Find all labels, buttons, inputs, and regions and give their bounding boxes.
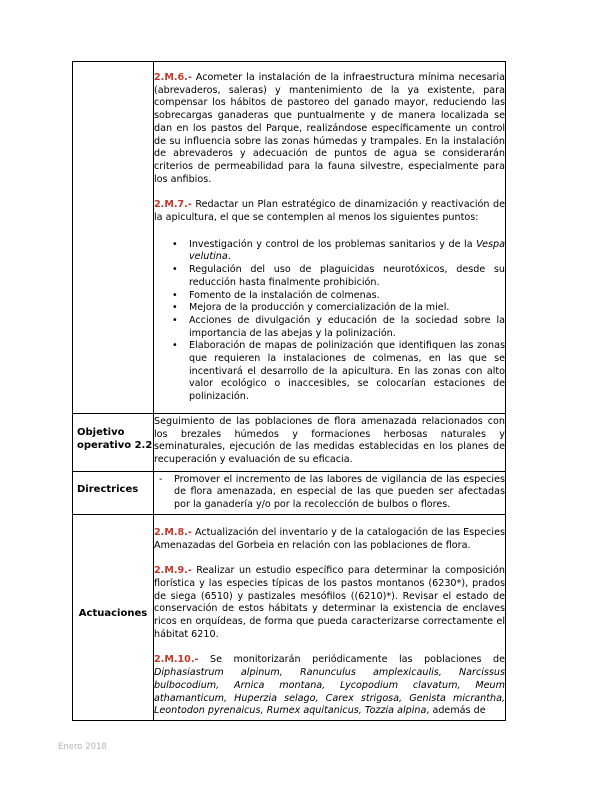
list-item: • Regulación del uso de plaguicidas neurotóxicos, desde su reducción hasta finalmente prohibición. [189,264,505,289]
list-item: • Investigación y control de los problemas sanitarios y de la Vespa velutina. [189,239,505,264]
table-row [73,471,506,514]
management-table [72,61,506,721]
list-item: • Mejora de la producción y comercialización de la miel. [189,302,505,315]
measure-text: Acometer la instalación de la infraestructura mínima necesaria (abrevaderos, saleras) y mantenimiento de la ya existente, para compensar los hábitos de pastoreo del ganado mayor, reduciendo las sobrecargas ganaderas que puntualmente y de manera localizada se dan en los pastos del Parque, realizándose específicamente un control de su influencia sobre las zonas húmedas y trampales. En la instalación de abrevaderos y adecuación de puntos de agua se considerarán criterios de permeabilidad para la fauna silvestre, especialmente para los anfibios. [154,72,505,185]
list-item: - Promover el incremento de las labores de vigilancia de las especies de flora amenazada, en especial de las que pueden ser afectadas por la ganadería y/o por la recolección de bulbos o flores. [174,474,505,512]
table-row [73,62,506,414]
objective-text: Seguimiento de las poblaciones de flora amenazada relacionados con los brezales húmedos y formaciones herbosas naturales y seminaturales, ejecución de las medidas establecidas en los planes de recuperación y evaluación de su eficacia. [154,413,506,471]
guidelines-label: Directrices [73,471,154,514]
measure-2m10: 2.M.10.- Se monitorizarán periódicamente las poblaciones de Diphasiastrum alpinum, Ranunculus amplexicaulis, Narcissus bulbocodium, Arnica montana, Lycopodium clavatum, Meum athamanticum, Huperzia selago, Carex strigosa, Genista micrantha, Leontodon pyrenaicus, Rumex aquitanicus, Tozzia alpina, además de [154,654,505,717]
species-list: Diphasiastrum alpinum, Ranunculus amplexicaulis, Narcissus bulbocodium, Arnica montana, Lycopodium clavatum, Meum athamanticum, Huperzia selago, Carex strigosa, Genista micrantha, Leontodon pyrenaicus, Rumex aquitanicus, Tozzia alpina [154,667,505,717]
list-item: • Acciones de divulgación y educación de la sociedad sobre la importancia de las abejas y la polinización. [189,315,505,340]
table-row [73,514,506,720]
guidelines-cell [154,471,506,514]
measure-2m8 [154,527,505,552]
measure-2m7 [154,199,505,224]
measure-code: 2.M.9.- [154,565,192,577]
measure-code: 2.M.10.- [154,654,199,666]
actions-continued-cell [154,62,506,414]
measure-text: Actualización del inventario y de la catalogación de las Especies Amenazadas del Gorbeia en relación con las poblaciones de flora. [154,526,505,551]
empty-label-cell [73,62,154,414]
actions-cell [154,514,506,720]
list-item: • Elaboración de mapas de polinización que identifiquen las zonas que requieren la instalaciones de colmenas, en las que se incentivará el desarrollo de la apicultura. En las zonas con alto valor ecológico o inaccesibles, se colocarían estaciones de polinización. [189,340,505,404]
measure-text: Redactar un Plan estratégico de dinamización y reactivación de la apicultura, el que se contemplen al menos los siguientes puntos: [154,199,505,224]
objective-label: Objetivo operativo 2.2 [73,413,154,471]
measure-code: 2.M.6.- [154,72,192,83]
table-row [73,413,506,471]
actions-label: Actuaciones [73,514,154,720]
footer-date: Enero 2018 [58,742,107,752]
measure-code: 2.M.8.- [154,526,192,538]
measure-text: Realizar un estudio específico para determinar la composición florística y las especies típicas de los pastos montanos (6230*), prados de siega (6510) y pastizales mesófilos ((6210)*). Revisar el estado de conservación de estos hábitats y determinar la existencia de enclaves ricos en orquídeas, de forma que pueda caracterizarse correctamente el hábitat 6210. [154,565,505,640]
measure-code: 2.M.7.- [154,199,192,211]
guidelines-list [154,474,505,512]
apiculture-points-list [154,239,505,404]
measure-2m9 [154,565,505,641]
list-item: • Fomento de la instalación de colmenas. [189,290,505,303]
measure-2m6 [154,72,505,186]
